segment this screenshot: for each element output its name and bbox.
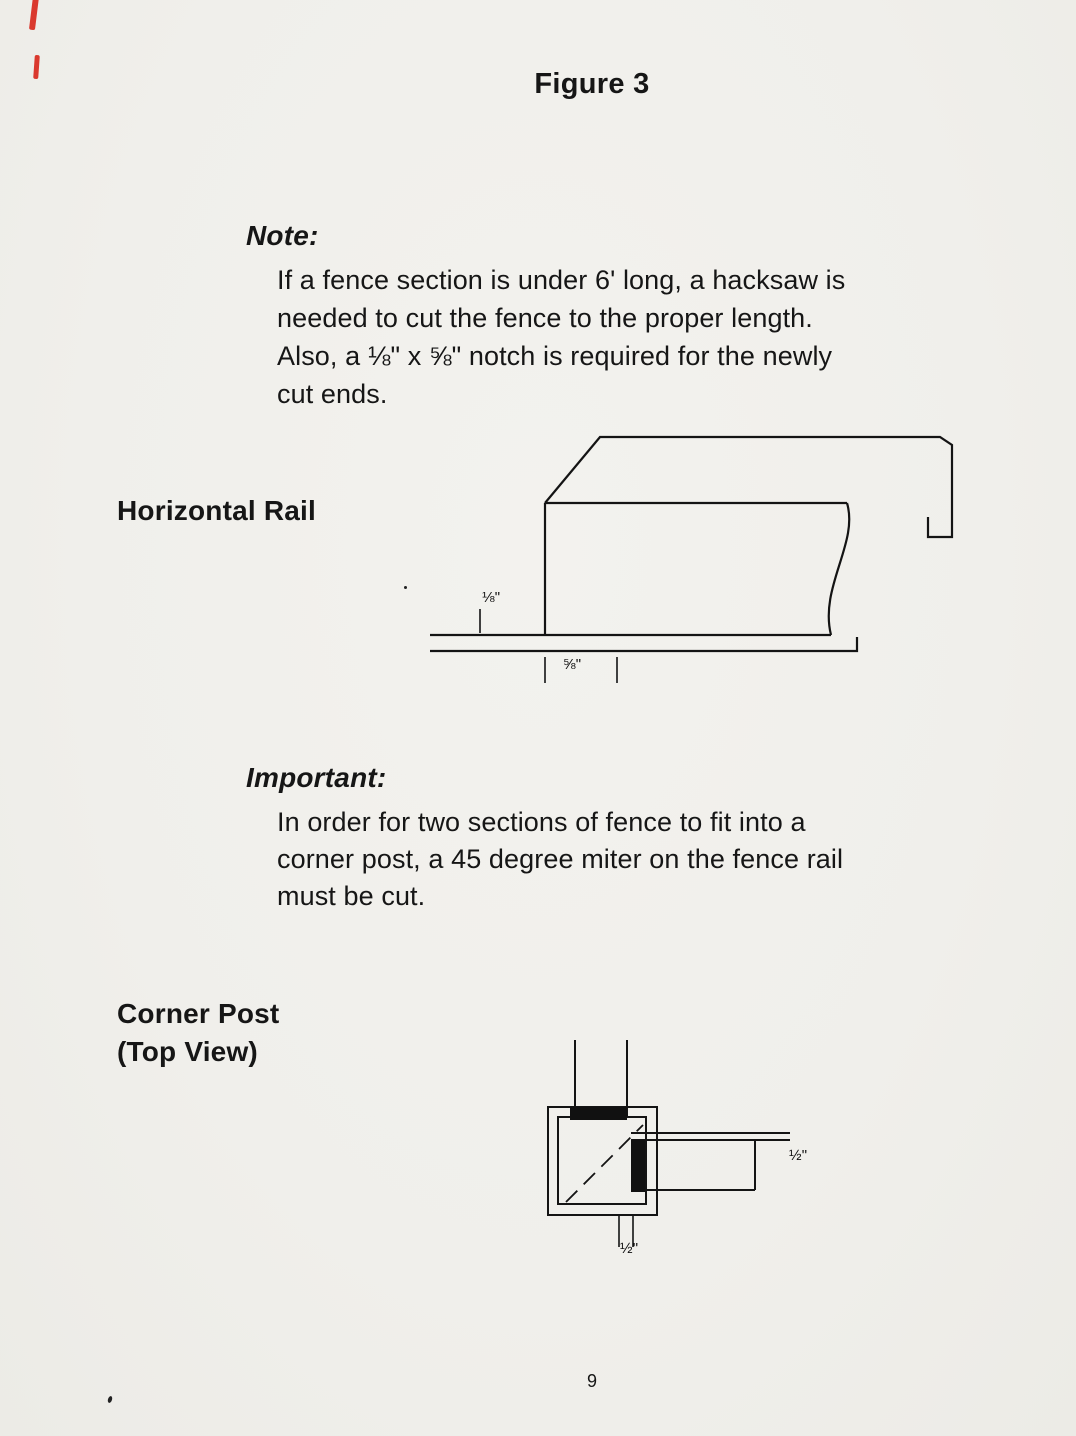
note-heading: Note: — [246, 220, 319, 251]
corner-post-right-dimension: ½" — [789, 1147, 808, 1164]
rail-notch-height-dimension: ⅛" — [482, 589, 501, 606]
notch-black-bar-right — [631, 1140, 645, 1192]
important-heading: Important: — [246, 762, 387, 793]
corner-post-label-line2: (Top View) — [117, 1036, 258, 1067]
page-number: 9 — [586, 1371, 598, 1391]
note-line: Also, a ⅛" x ⅝" notch is required for the newly — [277, 341, 833, 371]
important-line: must be cut. — [277, 881, 426, 911]
scan-speckle — [404, 586, 407, 589]
note-line: needed to cut the fence to the proper length. — [277, 303, 813, 333]
important-body — [277, 804, 843, 915]
note-line: cut ends. — [277, 379, 388, 409]
note-body — [277, 261, 845, 413]
note-line: If a fence section is under 6' long, a hacksaw is — [277, 265, 846, 295]
red-pen-mark — [29, 0, 39, 30]
rail-notch-width-dimension: ⅝" — [563, 656, 582, 673]
important-line: corner post, a 45 degree miter on the fence rail — [277, 844, 844, 874]
rail-break-curve — [829, 503, 850, 635]
red-pen-mark — [33, 55, 40, 79]
important-line: In order for two sections of fence to fit into a — [277, 807, 806, 837]
rail-bottom-lip-line — [430, 637, 857, 651]
figure-title: Figure 3 — [534, 68, 650, 100]
corner-post-bottom-dimension: ½" — [620, 1240, 639, 1257]
rail-top-face-and-end-hook — [545, 437, 952, 537]
notch-black-bar-top — [570, 1107, 627, 1120]
horizontal-rail-drawing — [420, 425, 985, 695]
horizontal-rail-label: Horizontal Rail — [117, 495, 317, 526]
scan-speckle — [107, 1396, 113, 1404]
corner-post-label — [117, 995, 279, 1071]
corner-post-label-line1: Corner Post — [117, 998, 280, 1029]
